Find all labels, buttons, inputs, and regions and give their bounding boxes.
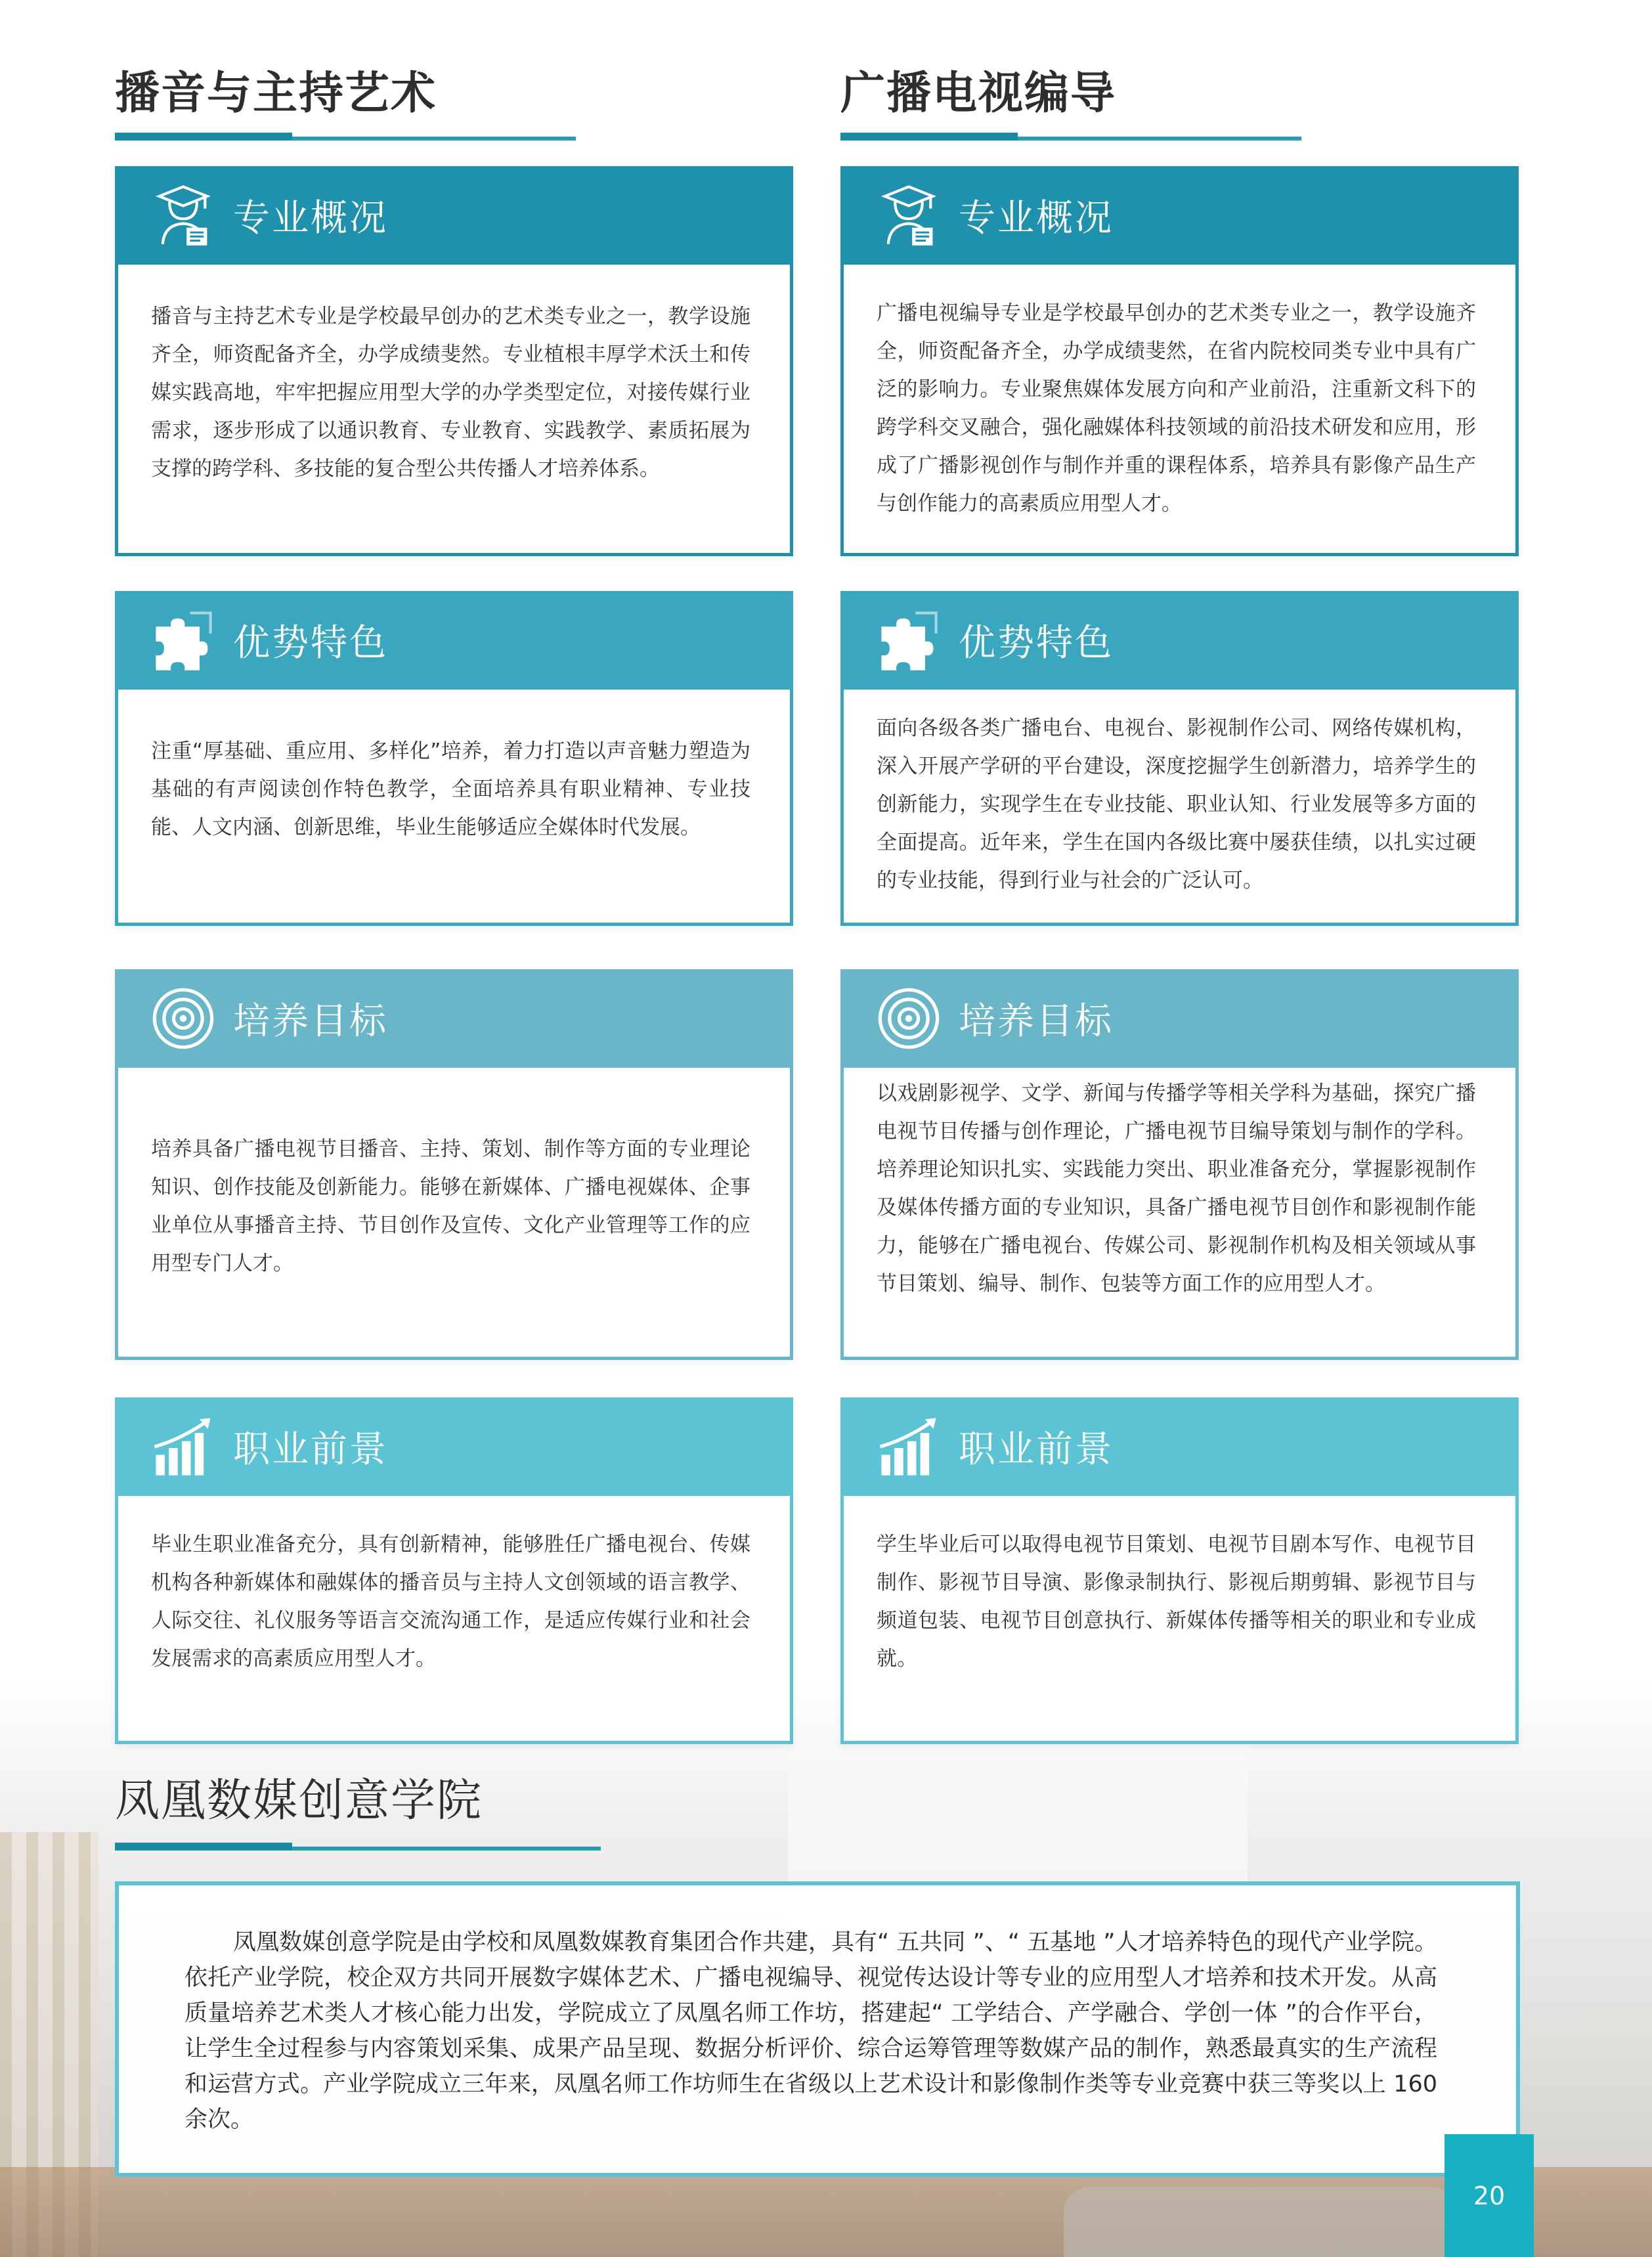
college-intro-box bbox=[115, 1881, 1520, 2177]
background-sofa bbox=[1064, 2187, 1458, 2257]
puzzle-icon bbox=[149, 606, 217, 674]
left-career-card bbox=[115, 1397, 793, 1744]
right-career-card bbox=[840, 1397, 1519, 1744]
card-header bbox=[115, 969, 793, 1068]
puzzle-icon bbox=[875, 606, 943, 674]
right-overview-card bbox=[840, 166, 1519, 556]
card-text: 面向各级各类广播电台、电视台、影视制作公司、网络传媒机构，深入开展产学研的平台建设，深度挖掘学生创新潜力，培养学生的创新能力，实现学生在专业技能、职业认知、行业发展等多方面的全面提高。近年来，学生在国内各级比赛中屡获佳绩，以扎实过硬的专业技能，得到行业与社会的广泛认可。 bbox=[877, 716, 1476, 892]
right-features-card bbox=[840, 591, 1519, 926]
card-header bbox=[840, 1397, 1519, 1496]
left-major-title: 播音与主持艺术 bbox=[115, 68, 437, 120]
card-title: 培养目标 bbox=[959, 1000, 1114, 1043]
card-text: 以戏剧影视学、文学、新闻与传播学等相关学科为基础，探究广播电视节目传播与创作理论，广播电视节目编导策划与制作的学科。培养理论知识扎实、实践能力突出、职业准备充分，掌握影视制作及媒体传播方面的专业知识，具备广播电视节目创作和影视制作能力，能够在广播电视台、传媒公司、影视制作机构及相关领域从事节目策划、编导、制作、包装等方面工作的应用型人才。 bbox=[877, 1082, 1476, 1296]
left-goals-card bbox=[115, 969, 793, 1360]
page-number: 20 bbox=[1445, 2134, 1534, 2257]
card-text: 培养具备广播电视节目播音、主持、策划、制作等方面的专业理论知识、创作技能及创新能力。能够在新媒体、广播电视媒体、企事业单位从事播音主持、节目创作及宣传、文化产业管理等工作的应用型专门人才。 bbox=[151, 1137, 750, 1275]
card-title: 培养目标 bbox=[233, 1000, 388, 1043]
left-title-underline bbox=[115, 137, 576, 141]
card-title: 专业概况 bbox=[959, 197, 1114, 240]
card-title: 职业前景 bbox=[233, 1428, 388, 1471]
card-text: 毕业生职业准备充分，具有创新精神，能够胜任广播电视台、传媒机构各种新媒体和融媒体的播音员与主持人文创领域的语言教学、人际交往、礼仪服务等语言交流沟通工作，是适应传媒行业和社会发展需求的高素质应用型人才。 bbox=[151, 1533, 750, 1671]
right-major-title: 广播电视编导 bbox=[840, 68, 1117, 120]
right-goals-card bbox=[840, 969, 1519, 1360]
card-title: 优势特色 bbox=[233, 622, 388, 665]
college-intro-text: 凤凰数媒创意学院是由学校和凤凰数媒教育集团合作共建，具有“ 五共同 ”、“ 五基地 ”人才培养特色的现代产业学院。依托产业学院，校企双方共同开展数字媒体艺术、广播电视编导、视觉传达设计等专业的应用型人才培养和技术开发。从高质量培养艺术类人才核心能力出发，学院成立了凤凰名师工作坊，搭建起“ 工学结合、产学融合、学创一体 ”的合作平台，让学生全过程参与内容策划采集、成果产品呈现、数据分析评价、综合运筹管理等数媒产品的制作，熟悉最真实的生产流程和运营方式。产业学院成立三年来，凤凰名师工作坊师生在省级以上艺术设计和影像制作类等专业竞赛中获三等奖以上 160 余次。 bbox=[185, 1929, 1437, 2133]
growth-chart-icon bbox=[875, 1413, 943, 1481]
card-text: 播音与主持艺术专业是学校最早创办的艺术类专业之一，教学设施齐全，师资配备齐全，办学成绩斐然。专业植根丰厚学术沃土和传媒实践高地，牢牢把握应用型大学的办学类型定位，对接传媒行业需求，逐步形成了以通识教育、专业教育、实践教学、素质拓展为支撑的跨学科、多技能的复合型公共传播人才培养体系。 bbox=[151, 305, 750, 481]
card-header bbox=[115, 591, 793, 690]
target-icon bbox=[149, 984, 217, 1053]
card-text: 广播电视编导专业是学校最早创办的艺术类专业之一，教学设施齐全，师资配备齐全，办学成绩斐然，在省内院校同类专业中具有广泛的影响力。专业聚焦媒体发展方向和产业前沿，注重新文科下的跨学科交叉融合，强化融媒体科技领域的前沿技术研发和应用，形成了广播影视创作与制作并重的课程体系，培养具有影像产品生产与创作能力的高素质应用型人才。 bbox=[877, 301, 1476, 515]
right-title-underline bbox=[840, 137, 1301, 141]
graduate-icon bbox=[149, 181, 217, 250]
card-title: 优势特色 bbox=[959, 622, 1114, 665]
card-text: 注重“厚基础、重应用、多样化”培养，着力打造以声音魅力塑造为基础的有声阅读创作特色教学，全面培养具有职业精神、专业技能、人文内涵、创新思维，毕业生能够适应全媒体时代发展。 bbox=[151, 739, 750, 839]
card-header bbox=[115, 1397, 793, 1496]
card-header bbox=[840, 591, 1519, 690]
card-title: 职业前景 bbox=[959, 1428, 1114, 1471]
target-icon bbox=[875, 984, 943, 1053]
card-header bbox=[840, 969, 1519, 1068]
card-title: 专业概况 bbox=[233, 197, 388, 240]
graduate-icon bbox=[875, 181, 943, 250]
card-header bbox=[840, 166, 1519, 265]
card-header bbox=[115, 166, 793, 265]
left-features-card bbox=[115, 591, 793, 926]
left-overview-card bbox=[115, 166, 793, 556]
college-title: 凤凰数媒创意学院 bbox=[115, 1775, 483, 1827]
card-text: 学生毕业后可以取得电视节目策划、电视节目剧本写作、电视节目制作、影视节目导演、影像录制执行、影视后期剪辑、影视节目与频道包装、电视节目创意执行、新媒体传播等相关的职业和专业成就。 bbox=[877, 1533, 1476, 1671]
growth-chart-icon bbox=[149, 1413, 217, 1481]
college-title-underline bbox=[115, 1847, 601, 1851]
